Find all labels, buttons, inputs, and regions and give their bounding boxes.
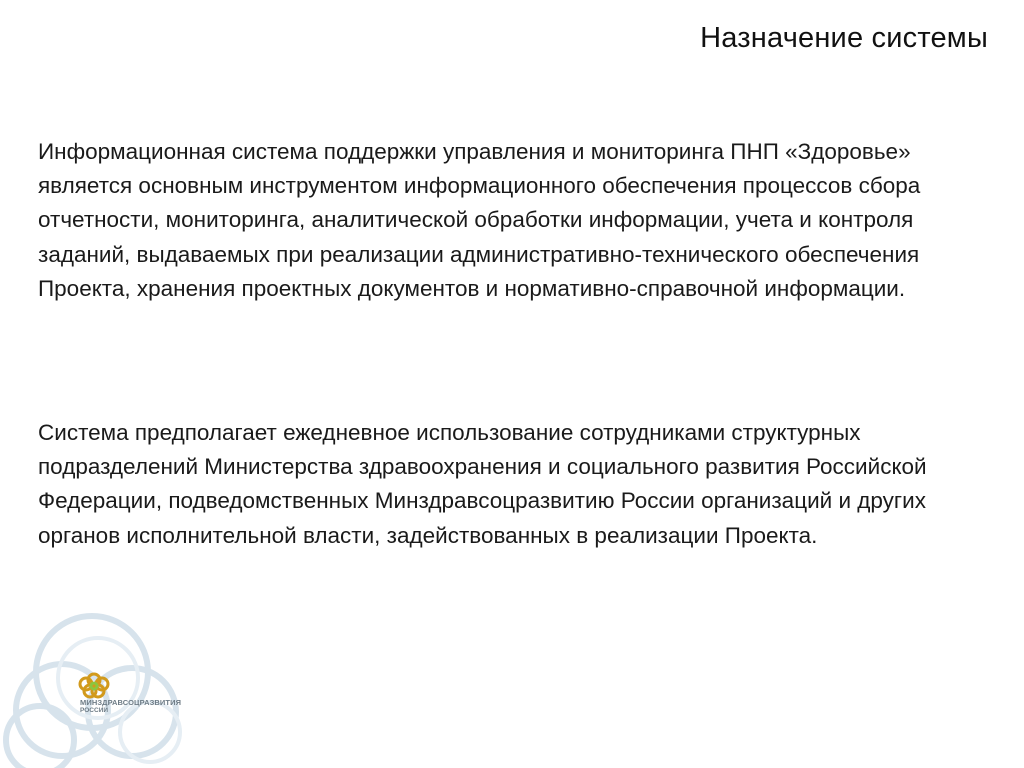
logo-swirl-icon bbox=[0, 600, 240, 768]
logo-line-1: МИНЗДРАВСОЦРАЗВИТИЯ bbox=[80, 698, 182, 707]
intro-paragraph: Информационная система поддержки управления и мониторинга ПНП «Здоровье» является основным инструментом информационного обеспечения процессов сбора отчетности, мониторинга, аналитической обработки информации, учета и контроля заданий, выдаваемых при реализации административно-технического обеспечения Проекта, хранения проектных документов и нормативно-справочной информации. bbox=[38, 139, 921, 301]
slide-title: Назначение системы bbox=[700, 22, 988, 54]
usage-paragraph: Система предполагает ежедневное использование сотрудниками структурных подразделений Министерства здравоохранения и социального развития Российской Федерации, подведомственных Минздравсоцразвитию России организаций и других органов исполнительной власти, задействованных в реализации Проекта. bbox=[38, 420, 927, 548]
logo-line-2: РОССИИ bbox=[80, 707, 109, 714]
ministry-logo bbox=[0, 600, 240, 768]
